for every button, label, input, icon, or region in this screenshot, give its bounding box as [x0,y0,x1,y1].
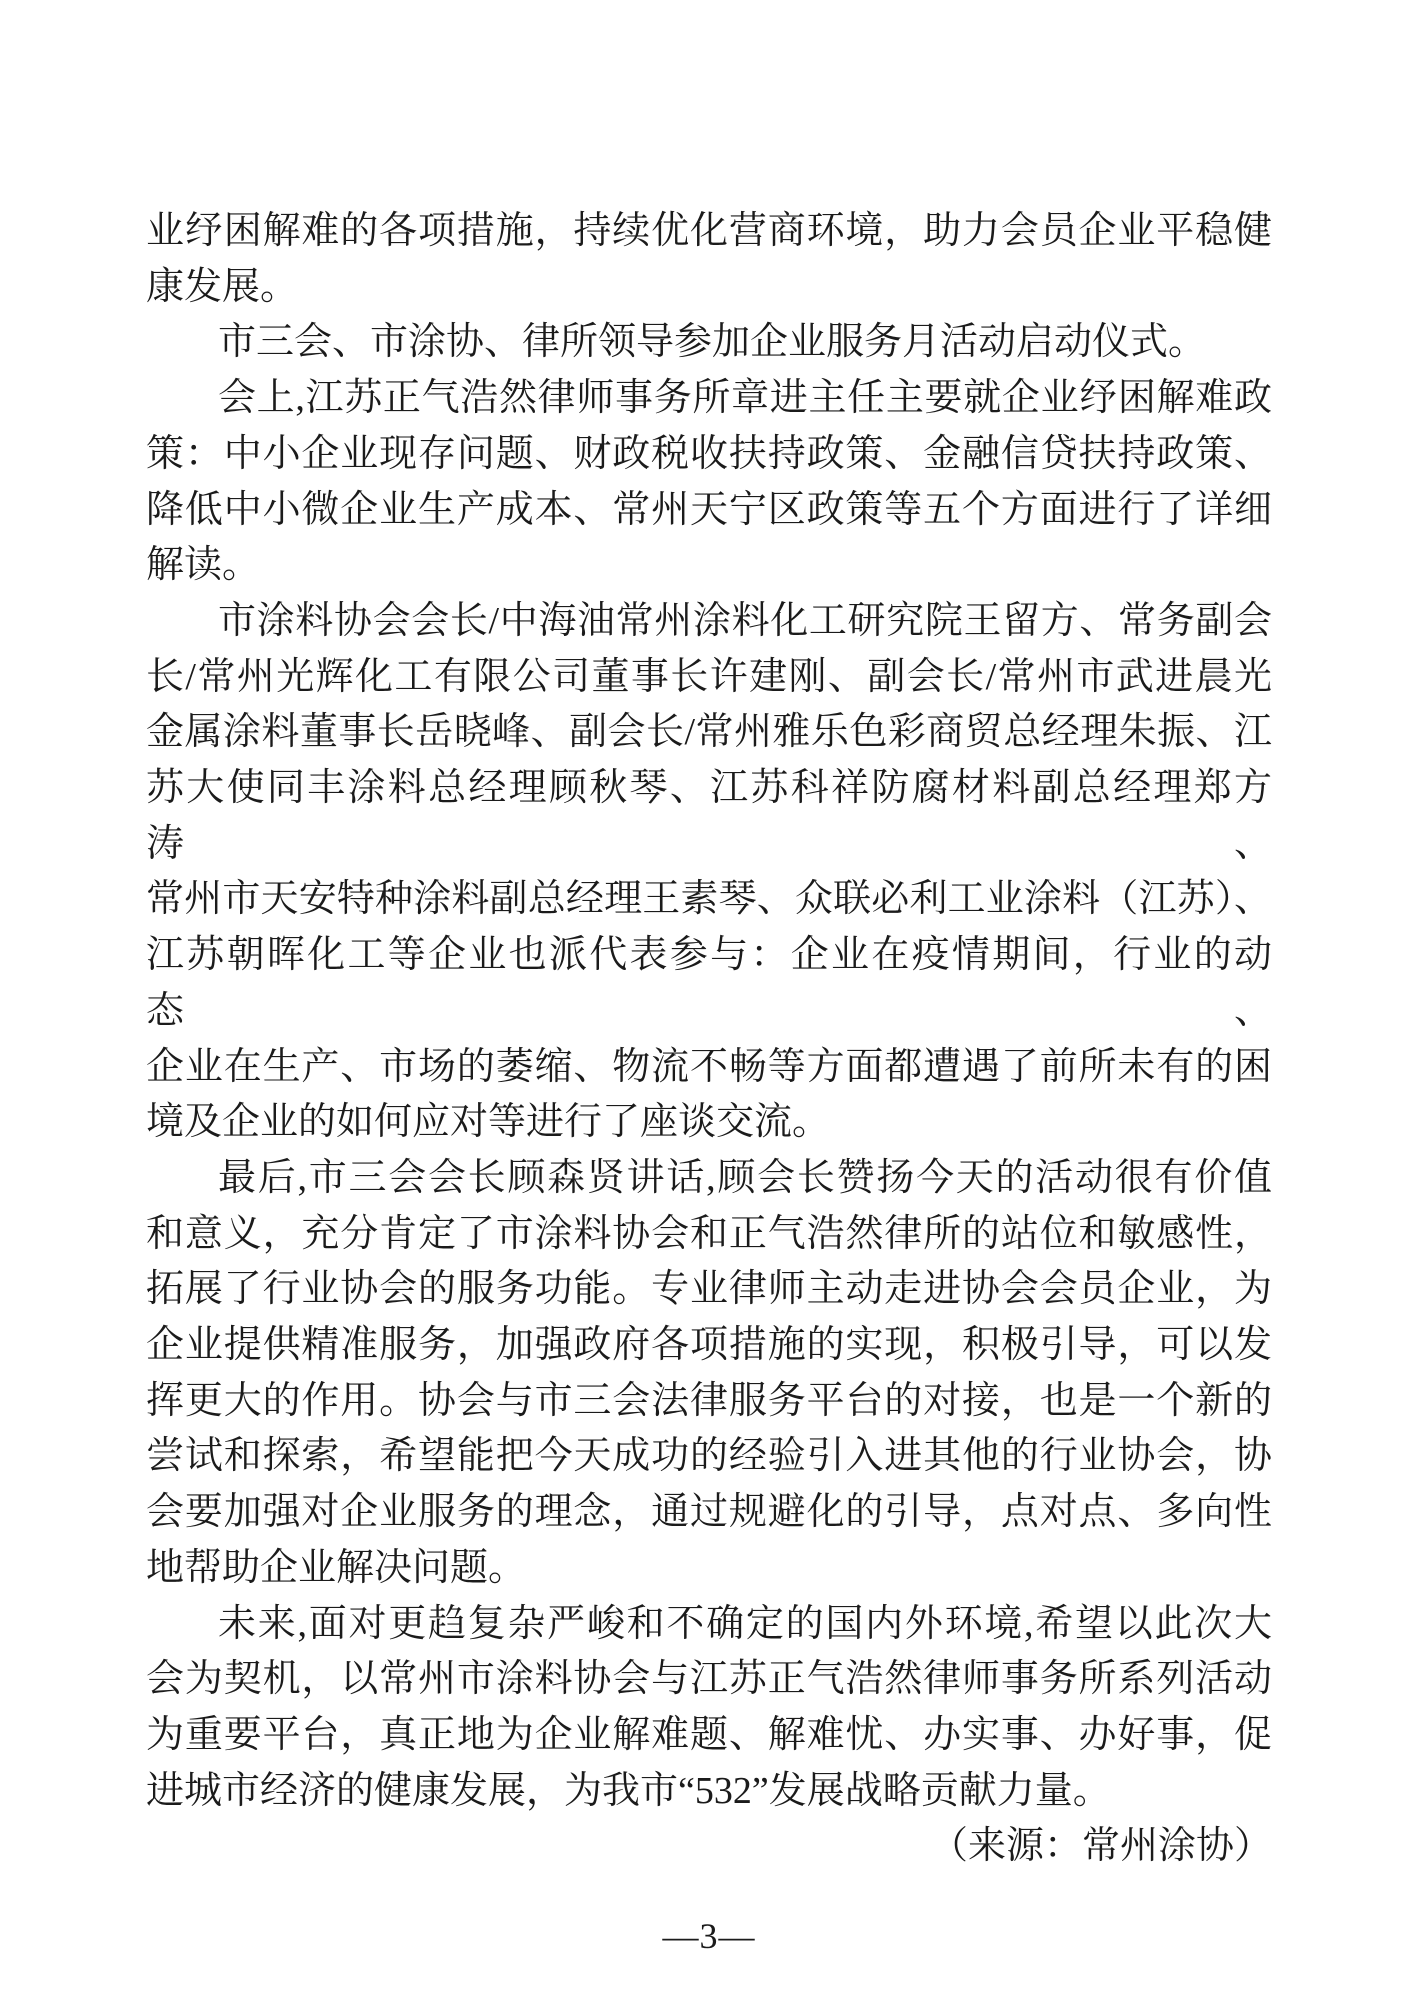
text-line: 常州市天安特种涂料副总经理王素琴、众联必利工业涂料（江苏）、 [146,878,1272,921]
text-line: 会上,江苏正气浩然律师事务所章进主任主要就企业纾困解难政 [218,377,1272,420]
text-line: 降低中小微企业生产成本、常州天宁区政策等五个方面进行了详细 [146,488,1272,531]
text-line: 企业在生产、市场的萎缩、物流不畅等方面都遭遇了前所未有的困 [146,1045,1272,1088]
text-line: 和意义，充分肯定了市涂料协会和正气浩然律所的站位和敏感性， [146,1212,1272,1255]
text-line: 会为契机，以常州市涂料协会与江苏正气浩然律师事务所系列活动 [146,1658,1272,1701]
document-body [146,204,1272,1965]
text-line: 长/常州光辉化工有限公司董事长许建刚、副会长/常州市武进晨光 [146,655,1272,698]
text-line: 会要加强对企业服务的理念，通过规避化的引导，点对点、多向性 [146,1491,1272,1534]
text-line: 市涂料协会会长/中海油常州涂料化工研究院王留方、常务副会 [218,599,1272,642]
text-line: 未来,面对更趋复杂严峻和不确定的国内外环境,希望以此次大 [218,1602,1272,1645]
source-attribution: （来源：常州涂协） [929,1825,1272,1868]
text-line: 策：中小企业现存问题、财政税收扶持政策、金融信贷扶持政策、 [146,432,1272,475]
text-line: 企业提供精准服务，加强政府各项措施的实现，积极引导，可以发 [146,1324,1272,1367]
text-line: 康发展。 [146,265,299,308]
text-line: 最后,市三会会长顾森贤讲话,顾会长赞扬今天的活动很有价值 [218,1156,1272,1199]
text-line: 挥更大的作用。协会与市三会法律服务平台的对接，也是一个新的 [146,1379,1272,1422]
text-line: 解读。 [146,544,261,587]
text-line: 业纾困解难的各项措施，持续优化营商环境，助力会员企业平稳健 [146,210,1272,252]
page-number: —3— [662,1916,756,1957]
text-line: 拓展了行业协会的服务功能。专业律师主动走进协会会员企业，为 [146,1268,1272,1311]
text-line: 金属涂料董事长岳晓峰、副会长/常州雅乐色彩商贸总经理朱振、江 [146,711,1272,754]
text-line: 江苏朝晖化工等企业也派代表参与：企业在疫情期间，行业的动态、 [146,934,1272,1032]
text-line: 地帮助企业解决问题。 [146,1546,527,1589]
text-line: 尝试和探索，希望能把今天成功的经验引入进其他的行业协会，协 [146,1435,1272,1478]
text-line: 苏大使同丰涂料总经理顾秋琴、江苏科祥防腐材料副总经理郑方涛、 [146,767,1272,865]
text-line: 进城市经济的健康发展，为我市“532”发展战略贡献力量。 [146,1769,1111,1812]
text-line: 市三会、市涂协、律所领导参加企业服务月活动启动仪式。 [218,321,1207,364]
text-line: 为重要平台，真正地为企业解难题、解难忧、办实事、办好事，促 [146,1713,1272,1756]
text-line: 境及企业的如何应对等进行了座谈交流。 [146,1101,831,1144]
